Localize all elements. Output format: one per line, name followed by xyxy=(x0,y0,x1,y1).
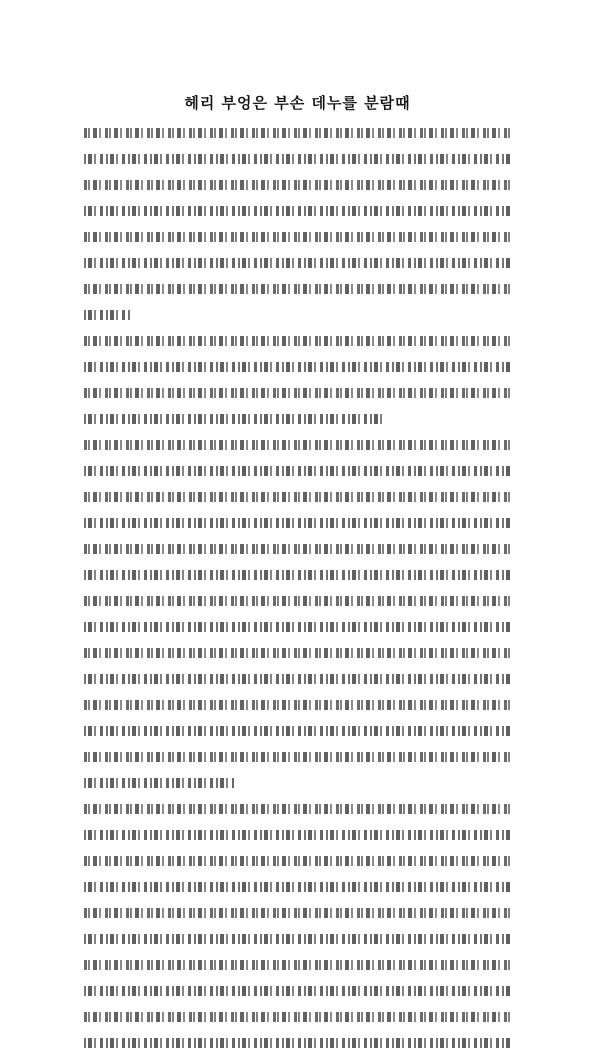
text-line xyxy=(84,128,512,138)
text-line xyxy=(84,284,512,294)
text-line xyxy=(84,232,512,242)
document-body xyxy=(84,128,512,1064)
paragraph xyxy=(84,128,512,320)
paragraph xyxy=(84,804,512,1048)
text-line xyxy=(84,492,512,502)
text-line xyxy=(84,960,512,970)
text-line xyxy=(84,1012,512,1022)
text-line xyxy=(84,804,512,814)
text-line xyxy=(84,934,512,944)
text-line xyxy=(84,544,512,554)
text-line xyxy=(84,180,512,190)
paragraph xyxy=(84,440,512,788)
text-line xyxy=(84,882,512,892)
text-line xyxy=(84,726,512,736)
text-line xyxy=(84,856,512,866)
text-line xyxy=(84,700,512,710)
text-line xyxy=(84,752,512,762)
text-line xyxy=(84,986,512,996)
text-line xyxy=(84,206,512,216)
text-line xyxy=(84,154,512,164)
text-line xyxy=(84,440,512,450)
text-line xyxy=(84,518,512,528)
text-line xyxy=(84,310,130,320)
text-line xyxy=(84,258,512,268)
text-line xyxy=(84,674,512,684)
text-line xyxy=(84,1038,512,1048)
text-line xyxy=(84,466,512,476)
text-line xyxy=(84,622,512,632)
text-line xyxy=(84,414,384,424)
text-line xyxy=(84,778,234,788)
text-line xyxy=(84,388,512,398)
text-line xyxy=(84,648,512,658)
text-line xyxy=(84,362,512,372)
paragraph xyxy=(84,336,512,424)
text-line xyxy=(84,908,512,918)
text-line xyxy=(84,596,512,606)
text-line xyxy=(84,830,512,840)
text-line xyxy=(84,336,512,346)
text-line xyxy=(84,570,512,580)
document-title: 헤리 부엉은 부손 데누를 분람때 xyxy=(184,94,411,112)
